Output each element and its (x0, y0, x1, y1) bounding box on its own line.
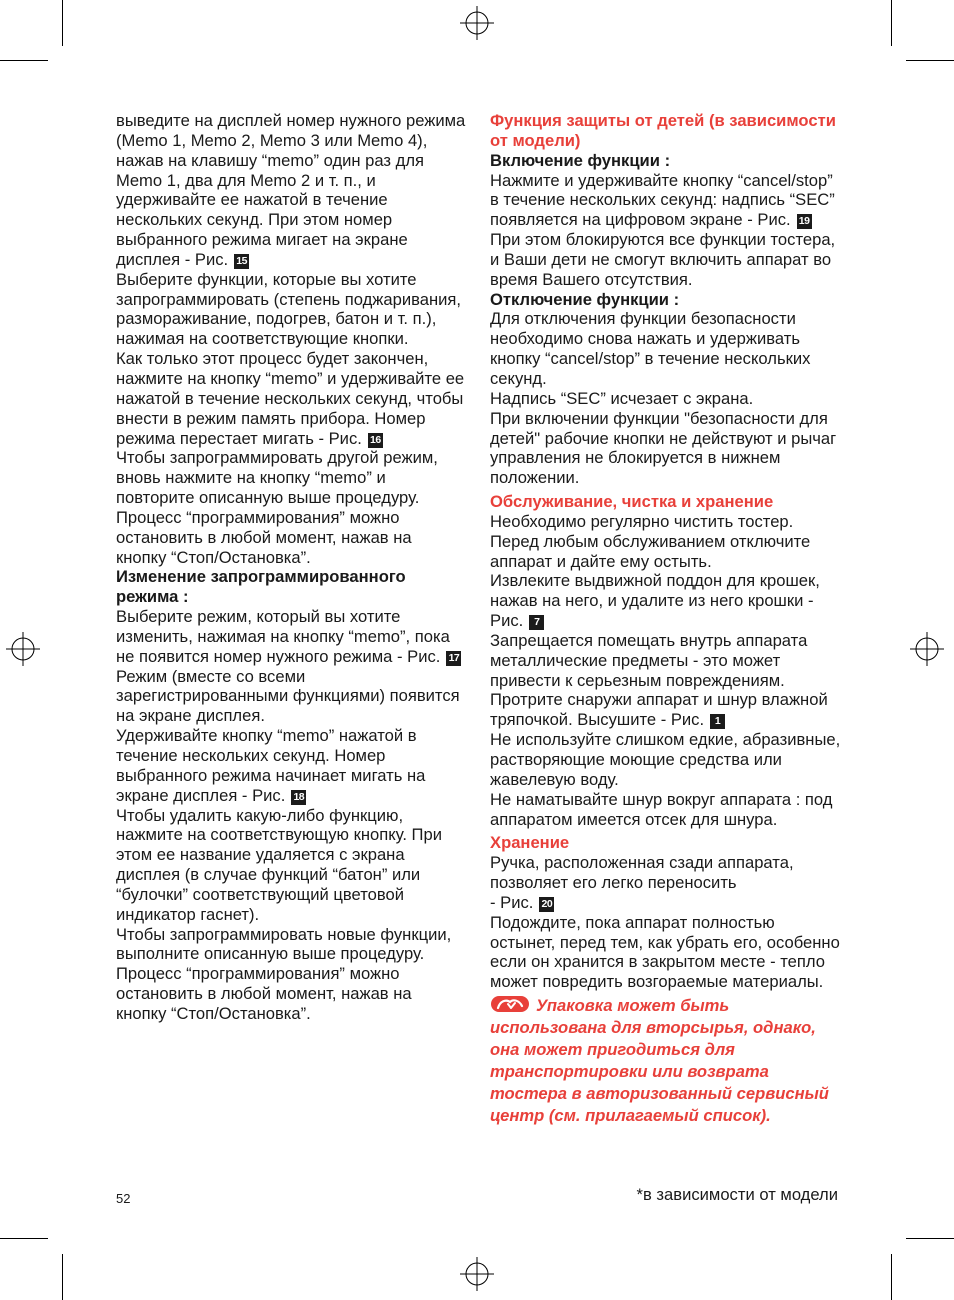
paragraph: Надпись “SEC” исчезает с экрана. (490, 388, 754, 408)
section-heading-child-lock: Функция защиты от детей (в зависимости от модели) (490, 111, 836, 150)
registration-mark-right (910, 632, 944, 666)
figure-number-badge: 17 (446, 651, 461, 666)
paragraph: Режим (вместе со всеми зарегистрированными функциями) появится на экране дисплея. (116, 666, 460, 726)
paragraph (490, 171, 842, 231)
section-heading-storage: Хранение (490, 833, 570, 853)
figure-number-badge: 20 (539, 897, 554, 912)
recycling-note (490, 994, 842, 1127)
paragraph: Подождите, пока аппарат полностью остынет, перед тем, как убрать его, особенно если он хранится в закрытом месте - тепло может повредить возгораемые материалы. (490, 912, 840, 992)
recycle-hand-icon (490, 994, 530, 1014)
paragraph: Перед любым обслуживанием отключите аппарат и дайте ему остыть. (490, 531, 811, 571)
right-column (490, 111, 842, 1127)
figure-number-badge: 7 (529, 615, 544, 630)
paragraph: Процесс “программирования” можно остановить в любой момент, нажав на кнопку “Стоп/Остановка”. (116, 964, 412, 1023)
crop-mark (62, 1254, 63, 1300)
paragraph-text: Как только этот процесс будет закончен, нажмите на кнопку “memo” и удерживайте ее нажатой в течение нескольких секунд, чтобы внести в режим память прибора. Номер режима перестает мигать - Рис. (116, 349, 465, 448)
crop-mark (906, 1238, 954, 1239)
paragraph (490, 690, 842, 730)
registration-mark-left (6, 632, 40, 666)
paragraph (490, 571, 842, 631)
paragraph (490, 893, 842, 913)
figure-number-badge: 18 (291, 790, 306, 805)
paragraph-text: выведите на дисплей номер нужного режима (Memo 1, Memo 2, Memo 3 или Memo 4), нажав на клавишу “memo” один раз для Memo 1, два для Memo 2 и т. п., и удерживайте ее нажатой в течение нескольких секунд. При этом номер выбранного режима мигает на экране дисплея - Рис. (116, 111, 466, 269)
registration-mark-top (460, 6, 494, 40)
paragraph-text: Извлеките выдвижной поддон для крошек, нажав на него, и удалите из него крошки - Рис. (490, 571, 820, 631)
paragraph-text: Выберите режим, который вы хотите изменить, нажимая на кнопку “memo”, пока не появится номер нужного режима - Рис. (116, 607, 450, 666)
registration-mark-bottom (460, 1257, 494, 1291)
figure-number-badge: 16 (368, 433, 383, 448)
crop-mark (62, 0, 63, 46)
subheading-enable: Включение функции : (490, 150, 671, 170)
paragraph (116, 111, 466, 270)
crop-mark (906, 60, 954, 61)
paragraph (116, 349, 466, 448)
figure-number-badge: 1 (710, 714, 725, 729)
paragraph: При включении функции "безопасности для детей" рабочие кнопки не действуют и рычаг управления не блокируется в нижнем положении. (490, 408, 837, 488)
paragraph: Необходимо регулярно чистить тостер. (490, 511, 794, 531)
paragraph (116, 726, 466, 805)
paragraph: Ручка, расположенная сзади аппарата, позволяет его легко переносить (490, 853, 794, 893)
subheading-disable: Отключение функции : (490, 289, 680, 309)
paragraph: При этом блокируются все функции тостера, и Ваши дети не смогут включить аппарат во время Вашего отсутствия. (490, 230, 836, 289)
paragraph: Не используйте слишком едкие, абразивные, растворяющие моющие средства или жавелевую воду. (490, 730, 841, 789)
page-number: 52 (116, 1191, 131, 1206)
paragraph: Чтобы запрограммировать другой режим, вновь нажмите на кнопку “memo” и повторите описанную выше процедуру. (116, 448, 438, 508)
paragraph-text: Удерживайте кнопку “memo” нажатой в течение нескольких секунд. Номер выбранного режима начинает мигать на экране дисплея - Рис. (116, 726, 426, 805)
figure-number-badge: 15 (234, 254, 249, 269)
paragraph-text: - Рис. (490, 892, 534, 912)
paragraph-text: Нажмите и удерживайте кнопку “cancel/stop” в течение нескольких секунд: надпись “SEC” появляется на цифровом экране - Рис. (490, 170, 835, 230)
paragraph: Запрещается помещать внутрь аппарата металлические предметы - это может привести к серьезным повреждениям. (490, 630, 808, 690)
crop-mark (891, 0, 892, 46)
crop-mark (891, 1254, 892, 1300)
crop-mark (0, 1238, 48, 1239)
section-heading-maintenance: Обслуживание, чистка и хранение (490, 492, 774, 512)
paragraph: Чтобы запрограммировать новые функции, выполните описанную выше процедуру. (116, 924, 452, 964)
paragraph: Процесс “программирования” можно остановить в любой момент, нажав на кнопку “Стоп/Остановка”. (116, 507, 412, 567)
paragraph-text: Протрите снаружи аппарат и шнур влажной тряпочкой. Высушите - Рис. (490, 690, 828, 730)
left-column (116, 111, 466, 1024)
figure-number-badge: 19 (797, 214, 812, 229)
paragraph (116, 607, 466, 667)
paragraph: Для отключения функции безопасности необходимо снова нажать и удерживать кнопку “cancel/stop” в течение нескольких секунд. (490, 309, 811, 388)
crop-mark (0, 60, 48, 61)
recycling-note-text: Упаковка может быть использована для вторсырья, однако, она может пригодиться для транспортировки или возврата тостера в авторизованный сервисный центр (см. прилагаемый список). (490, 996, 829, 1126)
subheading-change-mode: Изменение запрограммированного режима : (116, 567, 406, 607)
paragraph: Не наматывайте шнур вокруг аппарата : под аппаратом имеется отсек для шнура. (490, 789, 833, 829)
footnote: *в зависимости от модели (636, 1185, 838, 1204)
paragraph: Выберите функции, которые вы хотите запрограммировать (степень поджаривания, размораживание, подогрев, батон и т. п.), нажимая на соответствующие кнопки. (116, 269, 462, 349)
paragraph: Чтобы удалить какую-либо функцию, нажмите на соответствующую кнопку. При этом ее название удаляется с экрана дисплея (в случае функций “батон” или “булочки” соответствующий цветовой индикатор гаснет). (116, 805, 442, 924)
